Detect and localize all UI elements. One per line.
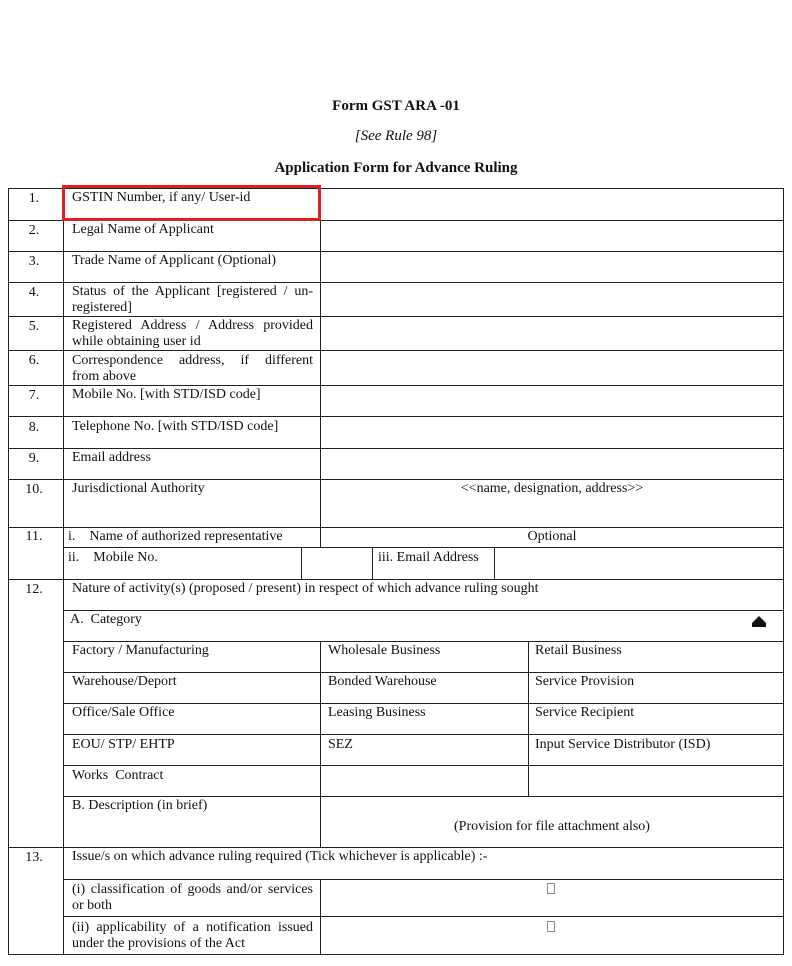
registered-address-label-line1: Registered Address / Address provided bbox=[72, 318, 313, 333]
authorized-rep-label: i. Name of authorized representative bbox=[68, 529, 283, 544]
category-option[interactable]: Wholesale Business bbox=[328, 643, 441, 658]
row-number: 13. bbox=[25, 850, 43, 865]
row-number: 11. bbox=[25, 529, 43, 544]
form-title: Form GST ARA -01 bbox=[332, 98, 460, 114]
category-option[interactable]: Retail Business bbox=[535, 643, 622, 658]
nature-of-activity-label: Nature of activity(s) (proposed / present) in respect of which advance ruling sought bbox=[72, 581, 539, 596]
checkbox-notification[interactable] bbox=[547, 921, 555, 932]
rep-mobile-label: ii. Mobile No. bbox=[68, 550, 158, 565]
legal-name-input[interactable] bbox=[321, 221, 783, 251]
row-number: 6. bbox=[28, 353, 40, 368]
legal-name-label: Legal Name of Applicant bbox=[72, 222, 214, 237]
checkbox-classification[interactable] bbox=[547, 883, 555, 894]
category-option[interactable]: Service Recipient bbox=[535, 705, 635, 720]
category-option[interactable]: Bonded Warehouse bbox=[328, 674, 437, 689]
row-number: 4. bbox=[28, 285, 40, 300]
row-number: 10. bbox=[25, 482, 43, 497]
registered-address-label-line2: while obtaining user id bbox=[72, 334, 201, 349]
jurisdictional-authority-placeholder[interactable]: <<name, designation, address>> bbox=[460, 481, 644, 496]
category-option[interactable]: Factory / Manufacturing bbox=[72, 643, 209, 658]
status-label-line1: Status of the Applicant [registered / un- bbox=[72, 284, 313, 299]
row-number: 9. bbox=[28, 451, 40, 466]
jurisdictional-authority-label: Jurisdictional Authority bbox=[72, 481, 205, 496]
gstin-input[interactable] bbox=[321, 189, 783, 220]
issue-notification-line1: (ii) applicability of a notification issued bbox=[72, 920, 313, 935]
row-number: 5. bbox=[28, 319, 40, 334]
row-number: 8. bbox=[28, 420, 40, 435]
category-option[interactable]: Service Provision bbox=[535, 674, 635, 689]
trade-name-input[interactable] bbox=[321, 252, 783, 282]
telephone-label: Telephone No. [with STD/ISD code] bbox=[72, 419, 279, 434]
rep-mobile-input[interactable] bbox=[302, 548, 372, 579]
category-option[interactable]: Input Service Distributor (ISD) bbox=[535, 737, 711, 752]
row-number: 12. bbox=[25, 582, 43, 597]
rep-email-input[interactable] bbox=[495, 548, 783, 579]
row-number: 2. bbox=[28, 223, 40, 238]
file-attachment-note[interactable]: (Provision for file attachment also) bbox=[454, 819, 650, 834]
category-option[interactable]: Leasing Business bbox=[328, 705, 426, 720]
form-heading: Application Form for Advance Ruling bbox=[274, 160, 518, 176]
registered-address-input[interactable] bbox=[321, 317, 783, 350]
issue-notification-line2: under the provisions of the Act bbox=[72, 936, 246, 951]
issue-classification-line2: or both bbox=[72, 898, 113, 913]
collapse-triangle-icon[interactable] bbox=[752, 614, 766, 625]
row-number: 1. bbox=[28, 191, 40, 206]
trade-name-label: Trade Name of Applicant (Optional) bbox=[72, 253, 276, 268]
category-label: A. Category bbox=[70, 612, 142, 627]
category-option[interactable]: Works Contract bbox=[72, 768, 164, 783]
row-number: 7. bbox=[28, 388, 40, 403]
issue-classification-line1: (i) classification of goods and/or services bbox=[72, 882, 313, 897]
category-option[interactable]: SEZ bbox=[328, 737, 353, 752]
description-label: B. Description (in brief) bbox=[72, 798, 208, 813]
correspondence-address-input[interactable] bbox=[321, 351, 783, 385]
row-number: 3. bbox=[28, 254, 40, 269]
correspondence-address-label-line1: Correspondence address, if different bbox=[72, 353, 313, 368]
correspondence-address-label-line2: from above bbox=[72, 369, 137, 384]
status-input[interactable] bbox=[321, 283, 783, 316]
mobile-input[interactable] bbox=[321, 386, 783, 416]
rep-email-label: iii. Email Address bbox=[378, 550, 479, 565]
email-label: Email address bbox=[72, 450, 151, 465]
category-option[interactable]: EOU/ STP/ EHTP bbox=[72, 737, 175, 752]
telephone-input[interactable] bbox=[321, 417, 783, 448]
gstin-label: GSTIN Number, if any/ User-id bbox=[72, 190, 251, 205]
authorized-rep-optional[interactable]: Optional bbox=[527, 529, 577, 544]
mobile-label: Mobile No. [with STD/ISD code] bbox=[72, 387, 261, 402]
category-option[interactable]: Warehouse/Deport bbox=[72, 674, 177, 689]
status-label-line2: registered] bbox=[72, 300, 132, 315]
category-option[interactable]: Office/Sale Office bbox=[72, 705, 175, 720]
rule-reference: [See Rule 98] bbox=[354, 128, 438, 144]
issues-label: Issue/s on which advance ruling required (Tick whichever is applicable) :- bbox=[72, 849, 488, 864]
email-input[interactable] bbox=[321, 449, 783, 479]
